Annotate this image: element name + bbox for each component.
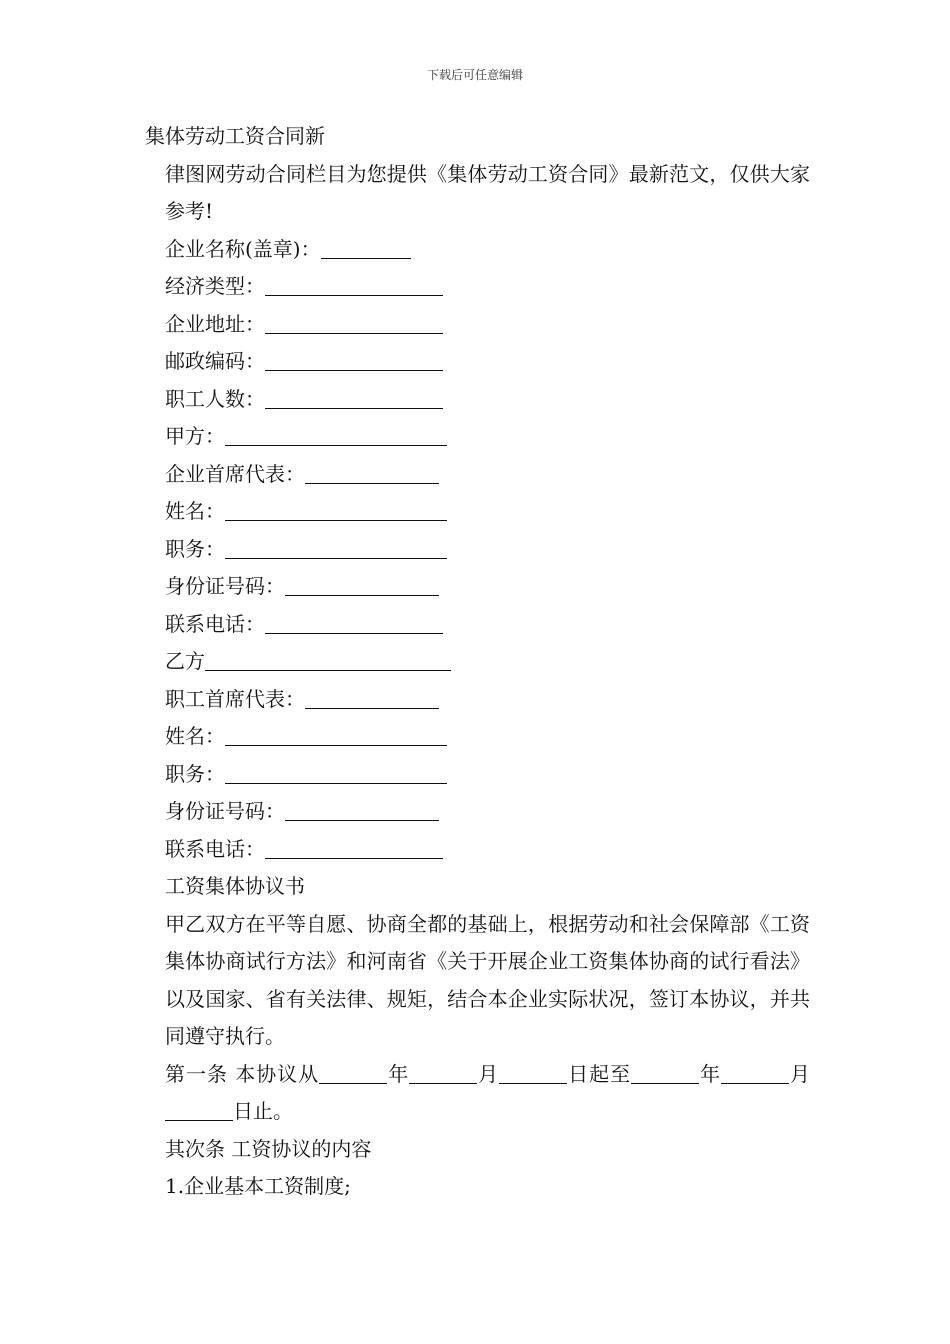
field-company-name xyxy=(145,231,810,269)
blank-line xyxy=(265,609,443,634)
field-label: 姓名： xyxy=(165,499,225,523)
section-title: 工资集体协议书 xyxy=(165,874,305,898)
blank-line xyxy=(285,796,439,821)
field-label: 甲方： xyxy=(165,424,225,448)
blank-line xyxy=(225,421,447,446)
field-label: 职务： xyxy=(165,536,225,561)
field-employee-count xyxy=(145,381,810,419)
blank-line xyxy=(721,1059,789,1084)
field-label: 联系电话： xyxy=(165,836,265,861)
blank-line xyxy=(409,1059,477,1084)
field-id-number-b xyxy=(145,793,810,831)
field-phone-a xyxy=(145,606,810,644)
field-label: 联系电话： xyxy=(165,611,265,636)
field-label: 经济类型： xyxy=(165,274,265,298)
field-company-rep xyxy=(145,456,810,494)
blank-line xyxy=(225,721,447,746)
blank-line xyxy=(285,571,439,596)
document-title: 集体劳动工资合同新 xyxy=(145,124,325,148)
field-company-address xyxy=(145,306,810,344)
blank-line xyxy=(225,534,447,559)
field-label: 企业地址： xyxy=(165,311,265,336)
blank-line xyxy=(305,459,439,484)
field-party-a xyxy=(145,418,810,456)
blank-line xyxy=(321,234,411,259)
blank-line xyxy=(631,1059,699,1084)
field-name-b xyxy=(145,718,810,756)
field-label: 身份证号码： xyxy=(165,574,285,598)
blank-line xyxy=(265,384,443,409)
blank-line xyxy=(265,346,443,371)
field-label: 企业首席代表： xyxy=(165,461,305,486)
list-item-1: 1.企业基本工资制度; xyxy=(165,1174,351,1198)
page-header: 下载后可任意编辑 xyxy=(426,68,523,82)
field-economic-type xyxy=(145,268,810,306)
blank-line xyxy=(265,271,443,296)
field-label: 身份证号码： xyxy=(165,799,285,823)
blank-line xyxy=(265,309,443,334)
field-postal-code xyxy=(145,343,810,381)
field-label: 职务： xyxy=(165,761,225,786)
field-position-a xyxy=(145,531,810,569)
article-1: 第一条 本协议从 年 月 日起至 年 月日止。 xyxy=(145,1056,810,1131)
intro-paragraph: 律图网劳动合同栏目为您提供《集体劳动工资合同》最新范文，仅供大家参考! xyxy=(165,161,810,223)
blank-line xyxy=(499,1059,567,1084)
document-body xyxy=(145,118,810,1206)
blank-line xyxy=(205,646,451,671)
field-phone-b xyxy=(145,831,810,869)
field-position-b xyxy=(145,756,810,794)
field-id-number-a xyxy=(145,568,810,606)
blank-line xyxy=(305,684,439,709)
field-party-b xyxy=(145,643,810,681)
blank-line xyxy=(225,496,447,521)
field-worker-rep xyxy=(145,681,810,719)
field-name-a xyxy=(145,493,810,531)
blank-line xyxy=(265,834,443,859)
field-label: 职工人数： xyxy=(165,386,265,411)
field-label: 职工首席代表： xyxy=(165,686,305,711)
agreement-paragraph: 甲乙双方在平等自愿、协商全都的基础上，根据劳动和社会保障部《工资集体协商试行方法》和河南省《关于开展企业工资集体协商的试行看法》以及国家、省有关法律、规矩，结合本企业实际状况，签订本协议，并共同遵守执行。 xyxy=(165,911,810,1048)
blank-line xyxy=(225,759,447,784)
field-label: 姓名： xyxy=(165,724,225,748)
blank-line xyxy=(165,1096,233,1121)
field-label: 邮政编码： xyxy=(165,349,265,373)
article-2: 其次条 工资协议的内容 xyxy=(165,1136,372,1161)
field-label: 企业名称(盖章)： xyxy=(165,236,321,261)
blank-line xyxy=(319,1059,387,1084)
field-label: 乙方 xyxy=(165,649,205,673)
